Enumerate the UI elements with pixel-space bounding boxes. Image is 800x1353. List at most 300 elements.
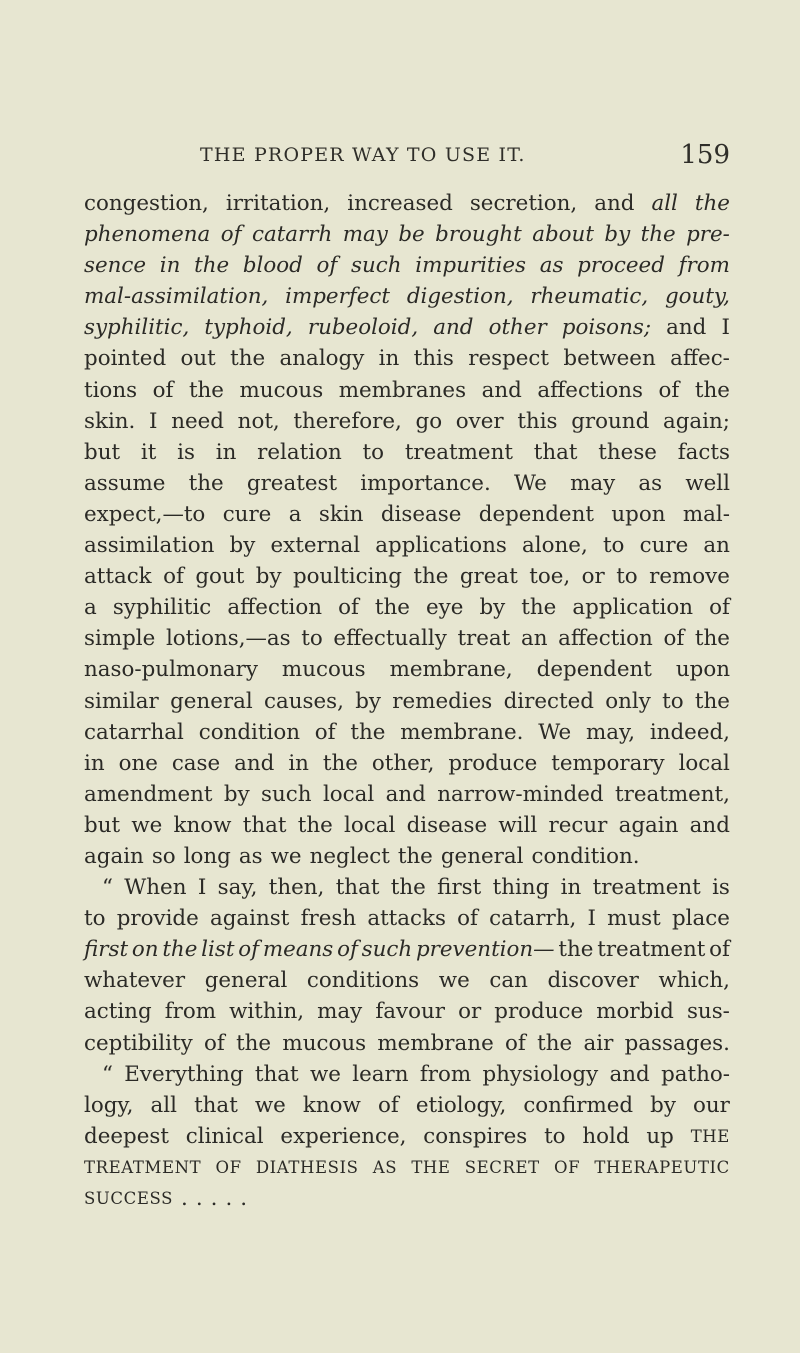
word: against — [209, 906, 290, 932]
word: neglect — [309, 843, 390, 869]
word: from — [678, 253, 730, 279]
word: irritation, — [225, 191, 331, 216]
word: again; — [662, 408, 730, 434]
word: case — [171, 750, 221, 776]
word: remove — [649, 564, 730, 590]
word: attacks — [367, 906, 446, 932]
word: over — [455, 408, 504, 434]
word: We — [538, 719, 572, 745]
word: means — [262, 937, 334, 963]
word: syphilitic, — [84, 315, 190, 341]
word: to — [602, 533, 625, 559]
word: THERAPEUTIC — [594, 1157, 730, 1177]
word: eye — [426, 595, 464, 621]
word: the — [162, 937, 198, 963]
word: the — [558, 937, 594, 963]
word: recur — [548, 812, 608, 838]
word: ceptibility — [84, 1030, 193, 1056]
word: will — [498, 812, 538, 838]
word: cure — [222, 501, 272, 527]
word: local — [344, 812, 396, 838]
word: air — [583, 1030, 614, 1056]
word: affec- — [670, 346, 730, 372]
word: the — [350, 719, 386, 745]
word: by — [355, 688, 381, 714]
word: the — [694, 688, 730, 714]
word: gouty, — [664, 284, 730, 310]
word: and — [594, 191, 635, 216]
word: by — [650, 1092, 676, 1118]
word: mucous — [239, 377, 324, 403]
word: membrane — [377, 1030, 494, 1056]
word: . — [210, 1186, 218, 1211]
word: mucous — [282, 1030, 367, 1056]
word: logy, — [84, 1092, 134, 1118]
word: SECRET — [464, 1157, 540, 1177]
word: we — [309, 1061, 341, 1087]
text-line — [84, 841, 730, 872]
word: whatever — [84, 968, 186, 994]
word: dependent — [478, 501, 594, 527]
word: lotions,—as — [165, 626, 291, 652]
word: treatment — [404, 439, 513, 465]
word: of — [457, 906, 478, 932]
word: the — [194, 253, 230, 279]
text-line — [84, 934, 730, 965]
word: place — [671, 906, 730, 932]
word: up — [646, 1123, 674, 1149]
text-line — [84, 281, 730, 312]
text-line — [84, 1059, 730, 1090]
word: pre- — [686, 222, 730, 248]
word: temporary — [551, 750, 665, 776]
word: facts — [677, 439, 730, 465]
word: and — [666, 315, 707, 341]
word: as — [638, 470, 663, 496]
body-text — [84, 188, 730, 1214]
word: phenomena — [84, 222, 211, 248]
word: to — [301, 626, 323, 652]
word: OF — [553, 1157, 581, 1177]
word: greatest — [246, 470, 338, 496]
word: on — [131, 937, 159, 963]
word: OF — [215, 1157, 242, 1177]
text-line — [84, 903, 730, 934]
word: I — [587, 906, 596, 932]
word: analogy — [279, 346, 365, 372]
word: to — [84, 906, 106, 932]
word: poulticing — [292, 564, 402, 590]
word: a — [84, 595, 97, 621]
word: the — [694, 377, 730, 403]
text-line — [84, 779, 730, 810]
word: not, — [237, 408, 280, 434]
word: “ — [102, 875, 113, 901]
word: an — [703, 533, 730, 559]
word: in — [215, 439, 237, 465]
word: general — [170, 688, 253, 714]
word: and — [609, 1061, 650, 1087]
word: membrane. — [400, 719, 524, 745]
word: THE — [690, 1126, 730, 1146]
running-head — [70, 140, 730, 172]
page-number: 159 — [680, 140, 730, 170]
word: is — [177, 439, 195, 465]
word: produce — [448, 750, 538, 776]
word: gout — [195, 564, 245, 590]
word: mucous — [281, 657, 366, 683]
word: to — [362, 439, 385, 465]
word: a — [288, 501, 302, 527]
text-line — [84, 219, 730, 250]
word: alone, — [522, 533, 588, 559]
word: to — [544, 1123, 566, 1149]
word: the — [390, 875, 426, 901]
word: affections — [537, 377, 644, 403]
word: or — [581, 564, 605, 590]
word: is — [712, 875, 730, 901]
word: the — [188, 377, 224, 403]
word: within, — [229, 999, 305, 1025]
word: disease — [380, 501, 462, 527]
word: that — [242, 812, 287, 838]
word: that — [194, 1092, 238, 1118]
word: of — [316, 253, 338, 279]
word: blood — [242, 253, 303, 279]
word: of — [203, 1030, 225, 1056]
word: SUCCESS — [84, 1189, 174, 1208]
word: it — [140, 439, 157, 465]
word: THE — [411, 1157, 451, 1177]
word: syphilitic — [112, 595, 212, 621]
text-line — [84, 1090, 730, 1121]
word: to — [616, 564, 638, 590]
word: simple — [84, 626, 156, 652]
word: . — [181, 1186, 188, 1211]
word: disease — [406, 812, 488, 838]
word: but — [84, 812, 121, 838]
word: increased — [347, 191, 453, 216]
word: we — [270, 843, 302, 869]
word: as — [539, 253, 564, 279]
word: and — [385, 781, 426, 807]
word: We — [513, 470, 547, 496]
word: treatment — [592, 875, 701, 901]
word: first — [84, 937, 129, 963]
word: again — [84, 843, 144, 869]
word: sence — [84, 253, 147, 279]
word: catarrh, — [489, 906, 577, 932]
word: list — [201, 937, 235, 963]
word: favour — [375, 999, 445, 1025]
word: out — [180, 346, 216, 372]
word: naso-pulmonary — [84, 657, 258, 683]
word: of — [163, 564, 184, 590]
word: proceed — [577, 253, 665, 279]
word: affection — [227, 595, 323, 621]
word: in — [378, 346, 400, 372]
word: affection — [558, 626, 653, 652]
word: treat — [457, 626, 511, 652]
word: therefore, — [293, 408, 402, 434]
word: in — [84, 750, 105, 776]
word: may, — [585, 719, 636, 745]
word: of — [709, 595, 730, 621]
word: to — [662, 688, 684, 714]
word: of — [338, 595, 359, 621]
word: applications — [375, 533, 507, 559]
word: indeed, — [649, 719, 730, 745]
word: discover — [547, 968, 639, 994]
word: provide — [116, 906, 199, 932]
word: sus- — [686, 999, 730, 1025]
word: relation — [257, 439, 342, 465]
word: of — [220, 222, 242, 248]
word: the — [521, 595, 557, 621]
word: by — [479, 595, 506, 621]
text-line — [84, 965, 730, 996]
word: condition. — [531, 843, 640, 869]
word: and — [481, 377, 522, 403]
word: importance. — [360, 470, 491, 496]
text-line — [84, 592, 730, 623]
word: secretion, — [469, 191, 578, 216]
word: . — [240, 1186, 248, 1211]
word: but — [84, 439, 121, 465]
word: brought — [435, 222, 522, 248]
word: DIATHESIS — [255, 1157, 359, 1177]
word: need — [171, 408, 224, 434]
word: say, — [217, 875, 258, 901]
word: then, — [268, 875, 325, 901]
word: confirmed — [523, 1092, 634, 1118]
word: assume — [84, 470, 166, 496]
word: this — [413, 346, 454, 372]
word: skin. — [84, 408, 136, 434]
word: expect,—to — [84, 501, 206, 527]
word: the — [297, 812, 333, 838]
word: . — [225, 1186, 233, 1211]
text-line — [84, 312, 730, 343]
text-line — [84, 375, 730, 406]
word: the — [694, 191, 730, 216]
word: digestion, — [406, 284, 514, 310]
word: in — [288, 750, 309, 776]
word: upon — [675, 657, 730, 683]
word: local — [322, 781, 375, 807]
word: know — [302, 1092, 361, 1118]
word: I — [197, 875, 207, 901]
word: the — [397, 843, 433, 869]
word: effectually — [333, 626, 447, 652]
word: may — [342, 222, 388, 248]
word: again — [618, 812, 679, 838]
word: learn — [352, 1061, 409, 1087]
word: by — [223, 781, 250, 807]
word: the — [694, 626, 730, 652]
word: toe, — [529, 564, 571, 590]
word: which, — [658, 968, 730, 994]
word: similar — [84, 688, 159, 714]
word: the — [236, 1030, 272, 1056]
word: prevention— — [415, 937, 555, 963]
text-line — [84, 406, 730, 437]
text-line — [84, 468, 730, 499]
word: and — [234, 750, 275, 776]
word: all — [150, 1092, 177, 1118]
text-line — [84, 996, 730, 1027]
text-line — [84, 872, 730, 903]
word: local — [678, 750, 730, 776]
word: general — [204, 968, 288, 994]
text-line — [84, 654, 730, 685]
word: pointed — [84, 346, 167, 372]
word: condition — [198, 719, 300, 745]
word: such — [261, 781, 312, 807]
text-line — [84, 623, 730, 654]
word: only — [605, 688, 651, 714]
word: passages. — [624, 1030, 730, 1056]
word: of — [709, 937, 730, 963]
word: the — [537, 1030, 573, 1056]
word: cure — [639, 533, 689, 559]
word: application — [572, 595, 694, 621]
word: external — [270, 533, 361, 559]
word: conspires — [423, 1123, 528, 1149]
word: an — [520, 626, 548, 652]
word: the — [230, 346, 266, 372]
word: mal-assimilation, — [84, 284, 269, 310]
word: and — [433, 315, 474, 341]
word: our — [693, 1092, 730, 1118]
word: of — [238, 937, 260, 963]
text-line — [84, 530, 730, 561]
word: other — [488, 315, 547, 341]
word: the — [640, 222, 676, 248]
word: one — [118, 750, 158, 776]
word: must — [607, 906, 661, 932]
word: of — [152, 377, 174, 403]
word: membranes — [338, 377, 467, 403]
word: well — [685, 470, 730, 496]
word: first — [437, 875, 482, 901]
word: know — [173, 812, 232, 838]
word: mal- — [682, 501, 730, 527]
word: physiology — [482, 1061, 599, 1087]
word: imperfect — [285, 284, 390, 310]
word: by — [255, 564, 282, 590]
word: or — [458, 999, 482, 1025]
text-line — [84, 1183, 730, 1214]
text-line — [84, 343, 730, 374]
word: may — [317, 999, 363, 1025]
word: etiology, — [415, 1092, 507, 1118]
word: tions — [84, 377, 138, 403]
word: ground — [571, 408, 650, 434]
word: about — [532, 222, 594, 248]
word: causes, — [263, 688, 344, 714]
word: clinical — [185, 1123, 264, 1149]
word: between — [563, 346, 656, 372]
word: great — [459, 564, 518, 590]
word: of — [505, 1030, 526, 1056]
word: typhoid, — [204, 315, 293, 341]
word: the — [188, 470, 224, 496]
word: experience, — [280, 1123, 407, 1149]
text-line — [84, 748, 730, 779]
word: the — [374, 595, 410, 621]
word: rubeoloid, — [307, 315, 419, 341]
word: that — [533, 439, 578, 465]
word: treatment, — [615, 781, 730, 807]
word: poisons; — [561, 315, 652, 341]
word: that — [335, 875, 380, 901]
word: catarrhal — [84, 719, 184, 745]
word: upon — [611, 501, 666, 527]
word: When — [124, 875, 187, 901]
word: that — [254, 1061, 299, 1087]
word: of — [658, 377, 680, 403]
word: we — [254, 1092, 286, 1118]
word: of — [337, 937, 358, 963]
running-title: THE PROPER WAY TO USE IT. — [200, 144, 526, 166]
word: of — [314, 719, 336, 745]
word: such — [351, 253, 402, 279]
text-line — [84, 1028, 730, 1059]
word: I — [149, 408, 158, 434]
word: assimilation — [84, 533, 215, 559]
word: in — [159, 253, 181, 279]
word: fresh — [300, 906, 357, 932]
word: and — [689, 812, 730, 838]
text-line — [84, 810, 730, 841]
text-line — [84, 499, 730, 530]
word: congestion, — [84, 191, 209, 216]
word: acting — [84, 999, 152, 1025]
word: impurities — [415, 253, 526, 279]
word: remedies — [392, 688, 493, 714]
word: so — [151, 843, 176, 869]
word: thing — [492, 875, 550, 901]
word: morbid — [596, 999, 674, 1025]
word: the — [322, 750, 358, 776]
word: these — [598, 439, 657, 465]
text-line — [84, 561, 730, 592]
word: this — [517, 408, 558, 434]
word: skin — [318, 501, 364, 527]
word: treatment — [597, 937, 706, 963]
word: all — [651, 191, 678, 216]
word: from — [419, 1061, 472, 1087]
word: “ — [102, 1061, 113, 1087]
word: from — [164, 999, 217, 1025]
word: of — [377, 1092, 399, 1118]
word: be — [398, 222, 425, 248]
text-line — [84, 1121, 730, 1152]
word: produce — [494, 999, 584, 1025]
word: dependent — [536, 657, 652, 683]
word: long — [183, 843, 231, 869]
word: by — [229, 533, 256, 559]
word: directed — [503, 688, 594, 714]
word: narrow-minded — [437, 781, 604, 807]
text-line — [84, 437, 730, 468]
text-line — [84, 250, 730, 281]
word: by — [604, 222, 631, 248]
word: rheumatic, — [530, 284, 649, 310]
word: AS — [372, 1157, 398, 1177]
text-line — [84, 1152, 730, 1183]
